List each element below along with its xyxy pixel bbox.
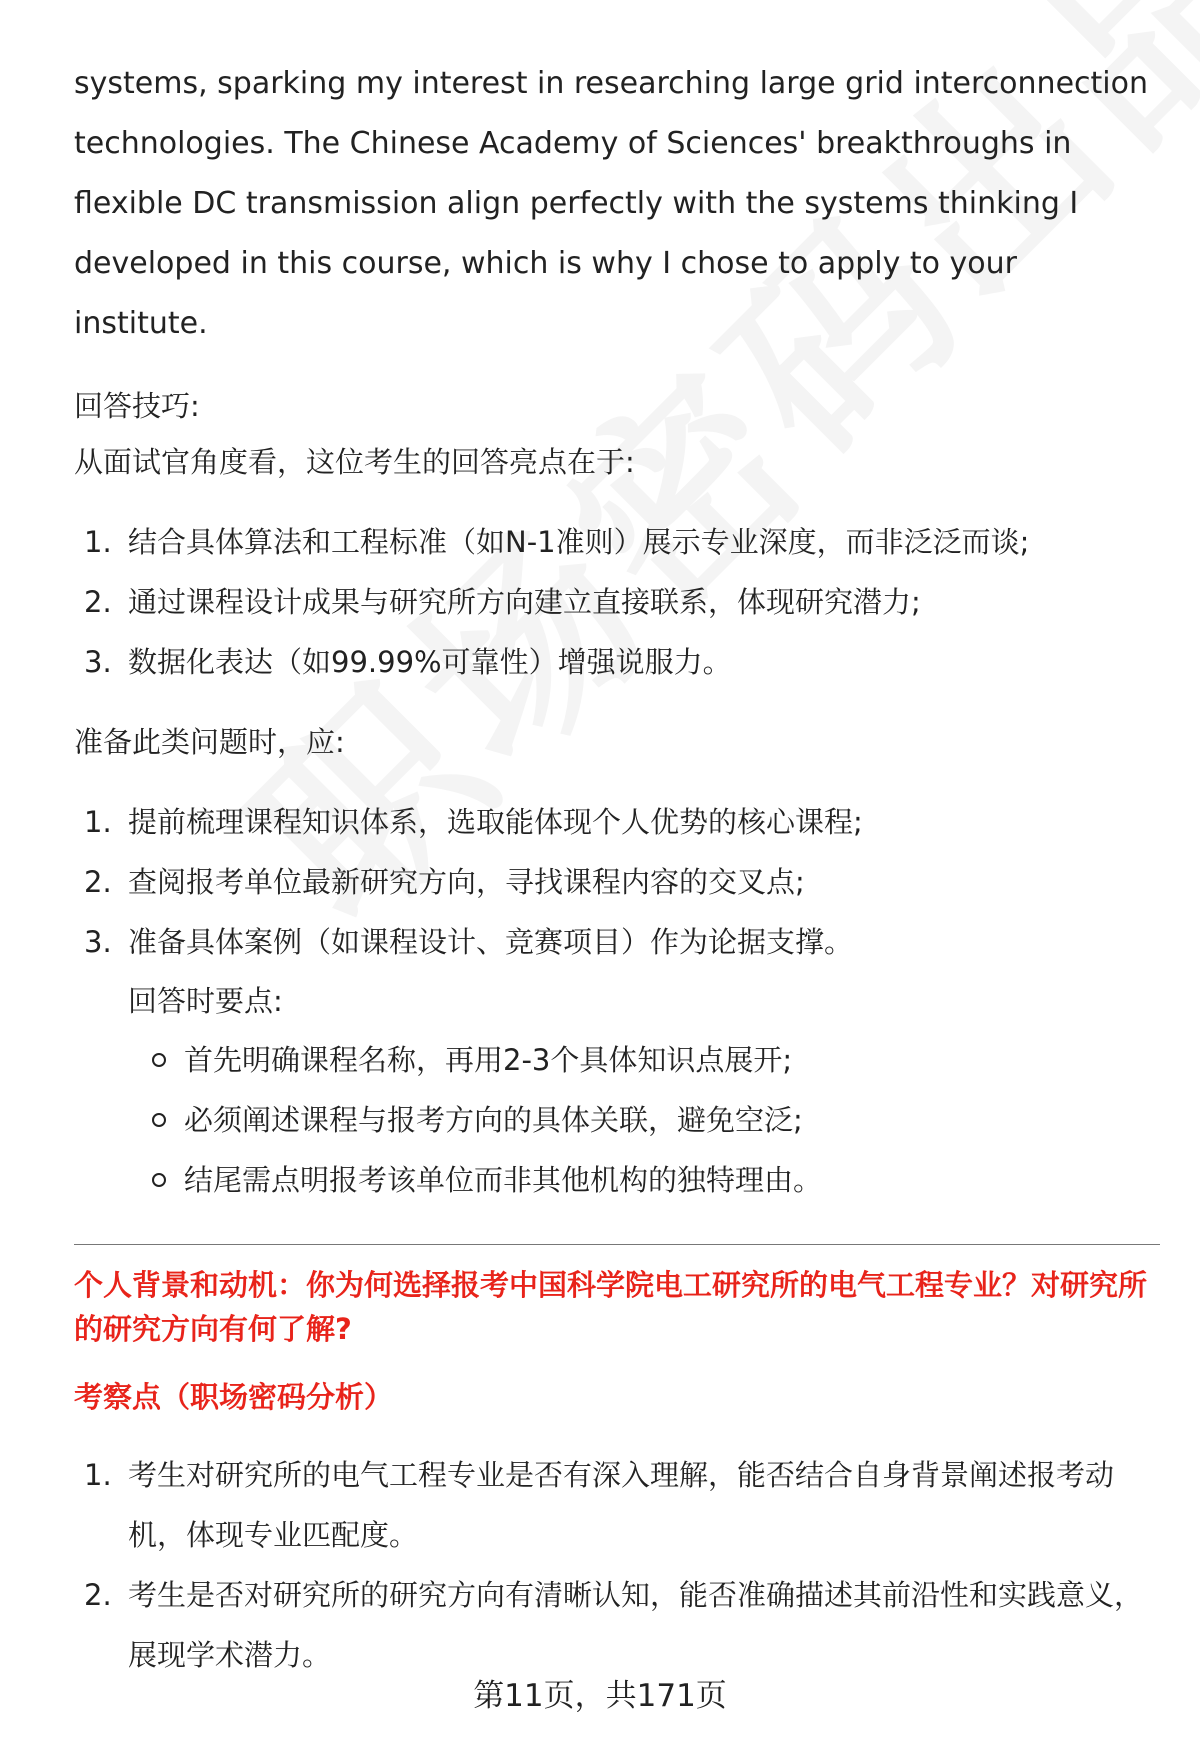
tips-label: 回答技巧:	[74, 389, 200, 423]
list-item: 3. 准备具体案例（如课程设计、竞赛项目）作为论据支撑。	[84, 925, 854, 959]
list-item: 结尾需点明报考该单位而非其他机构的独特理由。	[128, 1150, 1160, 1210]
page-footer: 第11页，共171页	[473, 1678, 727, 1714]
prep-subnote: 回答时要点:	[128, 984, 283, 1018]
list-item: 1. 结合具体算法和工程标准（如N-1准则）展示专业深度，而非泛泛而谈;	[84, 525, 1030, 559]
document-body	[74, 54, 1160, 1685]
list-item: 1. 提前梳理课程知识体系，选取能体现个人优势的核心课程;	[84, 805, 863, 839]
circle-bullet-icon	[152, 1173, 166, 1187]
focus-list	[74, 1445, 1160, 1685]
tips-intro: 从面试官角度看，这位考生的回答亮点在于:	[74, 445, 635, 479]
question-title: 个人背景和动机：你为何选择报考中国科学院电工研究所的电气工程专业？对研究所的研究方向有何了解?	[74, 1268, 1148, 1346]
list-item: 3. 数据化表达（如99.99%可靠性）增强说服力。	[84, 645, 732, 679]
focus-label: 考察点（职场密码分析）	[74, 1380, 394, 1414]
intro-paragraph: systems, sparking my interest in researching large grid interconnection technologies. The Chinese Academy of Sciences' breakthroughs in flexible DC transmission align perfectly with the systems thinking I developed in this course, which is why I chose to apply to your institute.	[74, 66, 1148, 341]
list-item: 1. 考生对研究所的电气工程专业是否有深入理解，能否结合自身背景阐述报考动机，体现专业匹配度。	[84, 1458, 1115, 1552]
prep-label: 准备此类问题时，应:	[74, 725, 345, 759]
circle-bullet-icon	[152, 1053, 166, 1067]
tips-list	[74, 512, 1160, 692]
list-item: 2. 查阅报考单位最新研究方向，寻找课程内容的交叉点;	[84, 865, 805, 899]
prep-sublist	[128, 1030, 1160, 1210]
list-item: 首先明确课程名称，再用2-3个具体知识点展开;	[128, 1030, 1160, 1090]
list-item: 2. 考生是否对研究所的研究方向有清晰认知，能否准确描述其前沿性和实践意义，展现学术潜力。	[84, 1578, 1144, 1672]
list-item: 2. 通过课程设计成果与研究所方向建立直接联系，体现研究潜力;	[84, 585, 921, 619]
prep-list	[74, 792, 1160, 972]
circle-bullet-icon	[152, 1113, 166, 1127]
list-item: 必须阐述课程与报考方向的具体关联，避免空泛;	[128, 1090, 1160, 1150]
